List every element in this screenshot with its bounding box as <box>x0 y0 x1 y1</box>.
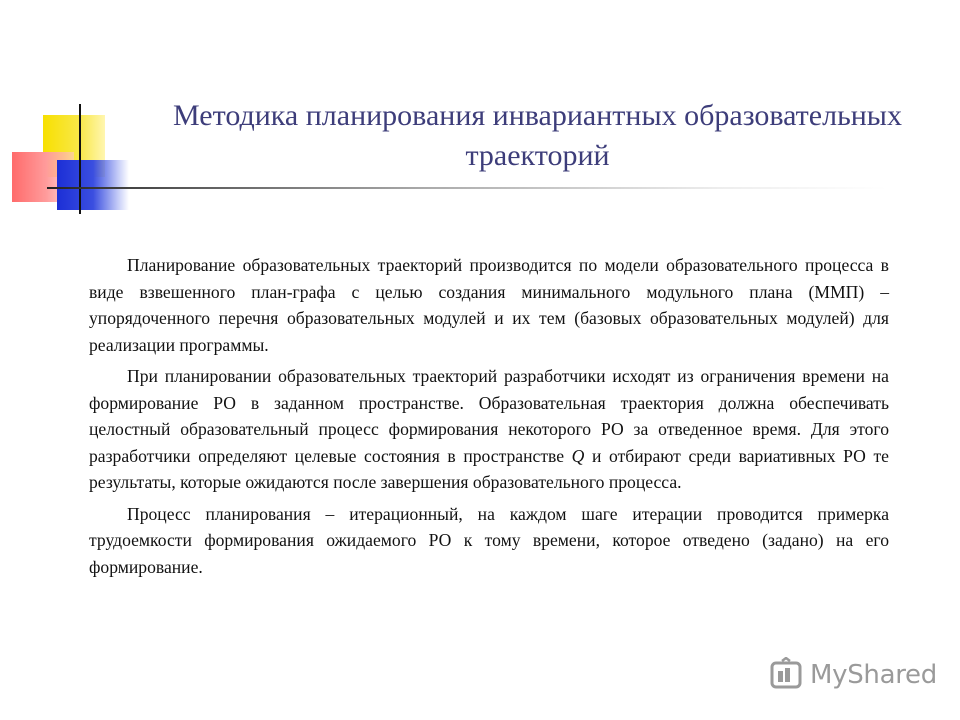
myshared-watermark[interactable] <box>768 655 937 695</box>
paragraph-3: Процесс планирования – итерационный, на каждом шаге итерации проводится примерка трудоемкости формирования ожидаемого РО к тому времени, которое отведено (задано) на его формирование. <box>89 503 889 577</box>
slide-body <box>89 252 889 585</box>
decor-vertical-line <box>79 104 81 214</box>
paragraph-2 <box>89 363 889 496</box>
title-underline <box>47 187 887 189</box>
space-variable-q: Q <box>571 445 585 466</box>
decor-blue-square <box>57 160 129 210</box>
paragraph-1: Планирование образовательных траекторий производится по модели образовательного процесса в виде взвешенного план-графа с целью создания минимального модульного плана (ММП) – упорядоченного перечня образовательных модулей и их тем (базовых образовательных модулей) для реализации программы. <box>89 255 889 355</box>
paragraph-2-tail: и отбирают среди вариативных РО те результаты, которые ожидаются после завершения образовательного процесса. <box>89 445 889 492</box>
watermark-text: MyShared <box>810 660 937 690</box>
myshared-logo-icon <box>768 657 804 693</box>
slide-title: Методика планирования инвариантных образовательных траекторий <box>173 99 902 172</box>
paragraph-2-text: При планировании образовательных траекторий разработчики исходят из ограничения времени на формирование РО в заданном пространстве. Образовательная траектория должна обеспечивать целостный образовательный процесс формирования некоторого РО за отведенное время. Для этого разработчики определяют целевые состояния в пространстве <box>89 366 889 466</box>
